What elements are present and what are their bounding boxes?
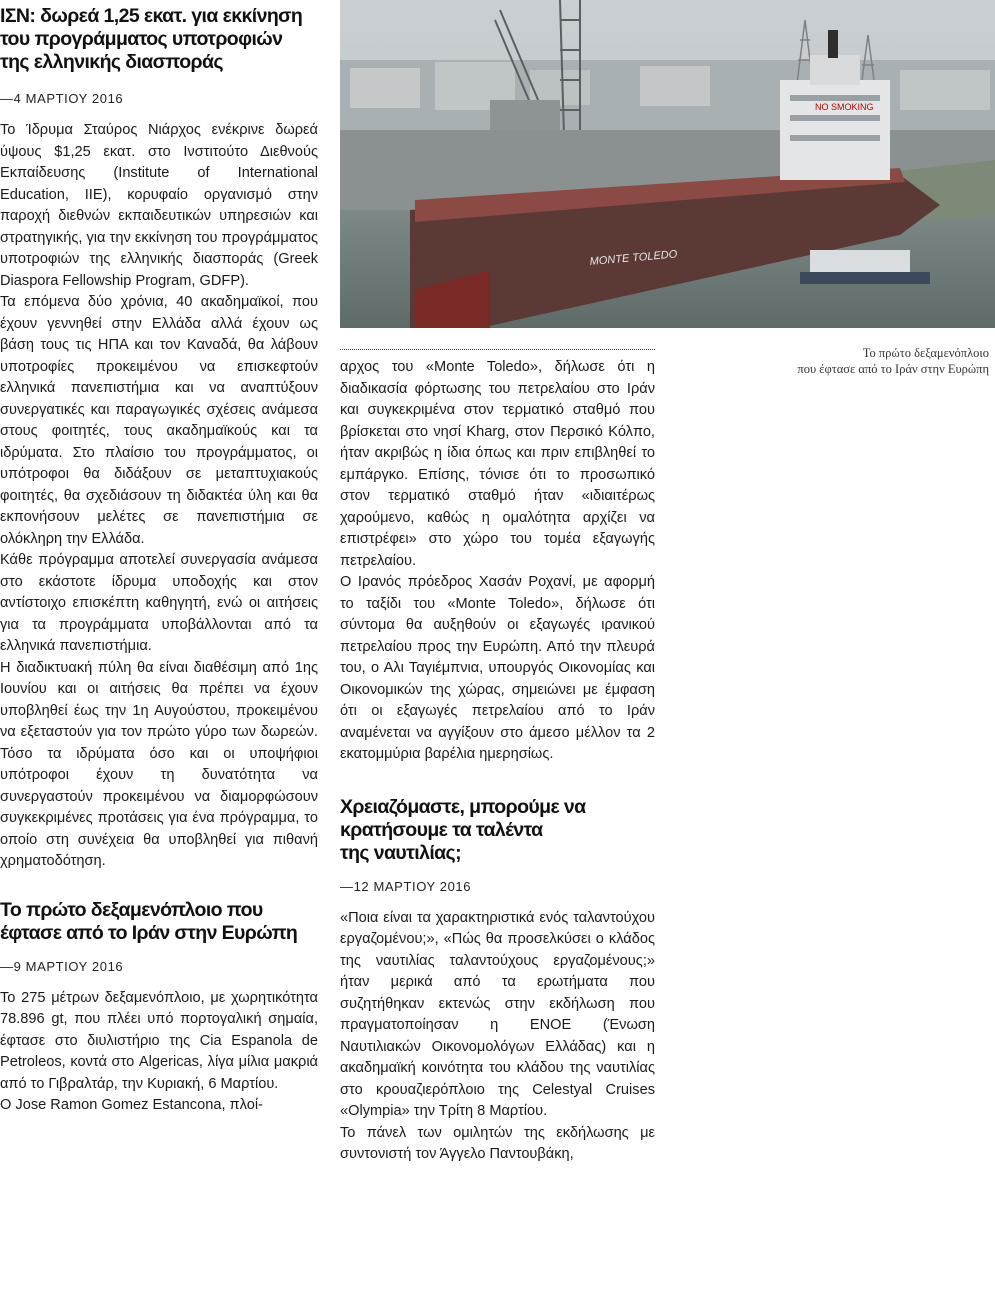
article3-body (340, 908, 655, 1166)
paragraph: Η διαδικτυακή πύλη θα είναι διαθέσιμη από 1ης Ιουνίου και οι αιτήσεις θα πρέπει να έχουν υποβληθεί έως την 1η Αυγούστου, προκειμένου να εξεταστούν για τον πρώτο γύρο των δωρεών. Τόσο τα ιδρύματα όσο και οι υποψήφιοι υπότροφοι έχουν τη δυνατότητα να συνεργαστούν προκειμένου να διαμορφώσουν συγκεκριμένες προτάσεις για ένα πρόγραμμα, το οποίο στη συνέχεια θα υποβληθεί για πιθανή χρηματοδότηση. (0, 659, 318, 869)
paragraph: Τα επόμενα δύο χρόνια, 40 ακαδημαϊκοί, που έχουν γεννηθεί στην Ελλάδα αλλά έχουν ως βάση τους τις ΗΠΑ και τον Καναδά, θα λάβουν υποτροφίες προκειμένου να επισκεφτούν ελληνικά πανεπιστήμια και να αναπτύξουν συνεργατικές και παραγωγικές σχέσεις ανάμεσα στους φοιτητές, τους ακαδημαϊκούς και τα ιδρύματα. Στο πλαίσιο του προγράμματος, οι υπότροφοι θα διδάξουν σε μεταπτυχιακούς φοιτητές, θα σχεδιάσουν τη διδακτέα ύλη και θα εκπονήσουν μελέτες σε πανεπιστήμια σε ολόκληρη την Ελλάδα. (0, 294, 318, 547)
article3-headline (340, 796, 655, 865)
column-left (0, 0, 318, 1117)
article1-headline (0, 5, 318, 74)
caption-line: Το πρώτο δεξαμενόπλοιο (862, 346, 989, 360)
article1-dateline: —4 ΜΑΡΤΙΟΥ 2016 (0, 91, 124, 106)
paragraph: «Ποια είναι τα χαρακτηριστικά ενός ταλαντούχου εργαζομένου;», «Πώς θα προσελκύσει ο κλάδος της ναυτιλίας ταλαντούχους εργαζομένους;» ήταν μερικά από τα ερωτήματα που συζητήθηκαν εκτενώς στην εκδήλωση που πραγματοποίησαν η ΕΝΟΕ (Ένωση Ναυτιλιακών Οικονομολόγων Ελλάδας) και η ακαδημαϊκή κοινότητα του κλάδου της ναυτιλίας στο κρουαζιερόπλοιο της Celestyal Cruises «Olympia» την Τρίτη 8 Μαρτίου. (340, 909, 655, 1119)
caption-line: που έφτασε από το Ιράν στην Ευρώπη (797, 361, 989, 376)
bridge-sign-text: NO SMOKING (815, 102, 874, 112)
headline-line: της ναυτιλίας; (340, 841, 461, 864)
article3-dateline: —12 ΜΑΡΤΙΟΥ 2016 (340, 878, 472, 894)
paragraph: Κάθε πρόγραμμα αποτελεί συνεργασία ανάμεσα στο εκάστοτε ίδρυμα υποδοχής και στον αντίστοιχο επισκέπτη καθηγητή, ενώ οι αιτήσεις για τα προγράμματα υποβάλλονται από τα ελληνικά πανεπιστήμια. (0, 552, 318, 654)
paragraph: Ο Jose Ramon Gomez Estancona, πλοί- (0, 1097, 263, 1113)
article1-body (0, 120, 318, 873)
headline-line: έφτασε από το Ιράν στην Ευρώπη (0, 921, 298, 944)
headline-line: της ελληνικής διασποράς (0, 51, 223, 73)
paragraph: Το πάνελ των ομιλητών της εκδήλωσης με συντονιστή τον Άγγελο Παντουβάκη, (340, 1124, 655, 1162)
headline-line: του προγράμματος υποτροφιών (0, 28, 283, 50)
tanker-photo-illustration (340, 0, 995, 328)
tanker-photo (340, 0, 995, 328)
article2-body-continued (340, 357, 655, 766)
paragraph: Ο Ιρανός πρόεδρος Χασάν Ροχανί, με αφορμή το ταξίδι του «Monte Toledo», δήλωσε ότι σύντομα θα αυξηθούν οι εξαγωγές ιρανικού πετρελαίου προς την Ευρώπη. Από την πλευρά του, ο Αλι Ταγιέμπνια, υπουργός Οικονομίας και Οικονομικών της χώρας, σημειώνει με έμφαση ότι οι εξαγωγές πετρελαίου από το Ιράν αναμένεται να αγγίξουν στο άμεσο μέλλον τα 2 εκατομμύρια βαρέλια ημερησίως. (340, 574, 655, 762)
article2-body (0, 988, 318, 1117)
headline-line: κρατήσουμε τα ταλέντα (340, 818, 543, 841)
headline-line: Το πρώτο δεξαμενόπλοιο που (0, 898, 263, 921)
headline-line: Χρειαζόμαστε, μπορούμε να (340, 795, 586, 818)
headline-line: ΙΣΝ: δωρεά 1,25 εκατ. για εκκίνηση (0, 5, 303, 27)
ship-name-text: MONTE TOLEDO (589, 248, 678, 268)
photo-caption (760, 346, 989, 377)
column-right (340, 357, 655, 1166)
paragraph: Το Ίδρυμα Σταύρος Νιάρχος ενέκρινε δωρεά ύψους $1,25 εκατ. στο Ινστιτούτο Διεθνούς Εκπαίδευσης (Institute of International Education, IIE), κορυφαίο οργανισμό στην παροχή διεθνών εκπαιδευτικών υπηρεσιών και στρατηγικής, για την εκκίνηση του προγράμματος υποτροφιών της ελληνικής διασποράς (Greek Diaspora Fellowship Program, GDFP). (0, 122, 318, 289)
article2-dateline: —9 ΜΑΡΤΙΟΥ 2016 (0, 958, 124, 974)
paragraph: Το 275 μέτρων δεξαμενόπλοιο, με χωρητικότητα 78.896 gt, που πλέει υπό πορτογαλική σημαία, έφτασε στο διυλιστήριο της Cia Espanola de Petroleos, κοντά στο Algericas, λίγα μίλια μακριά από το Γιβραλτάρ, την Κυριακή, 6 Μαρτίου. (0, 989, 318, 1092)
article2-headline (0, 899, 318, 945)
paragraph: αρχος του «Monte Toledo», δήλωσε ότι η διαδικασία φόρτωσης του πετρελαίου στο Ιράν και συγκεκριμένα στον τερματικό σταθμό που βρίσκεται στο νησί Kharg, στον Περσικό Κόλπο, ήταν ακριβώς η ίδια όπως και πριν επιβληθεί το εμπάργκο. Επίσης, τόνισε ότι το προσωπικό στον τερματικό σταθμό ήταν «ιδιαιτέρως χαρούμενο, καθώς η ομαλότητα αρχίζει να επιστρέφει» στο χώρο του τομέα εξαγωγής πετρελαίου. (340, 359, 655, 569)
column-rule (340, 349, 655, 350)
